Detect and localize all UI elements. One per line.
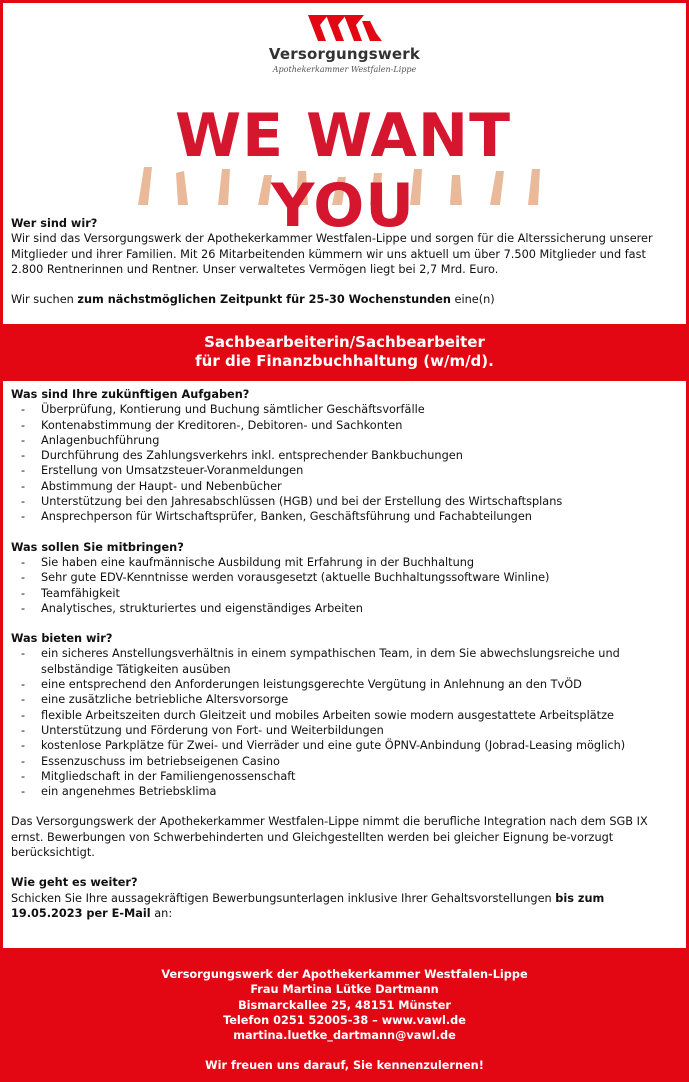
- list-item-text: Kontenabstimmung der Kreditoren-, Debitoren- und Sachkonten: [41, 418, 403, 432]
- list-item: [11, 509, 678, 524]
- list-item-text: Anlagenbuchführung: [41, 433, 160, 447]
- contact-org: Versorgungswerk der Apothekerkammer Westfalen-Lippe: [161, 968, 528, 981]
- list-item-text: kostenlose Parkplätze für Zwei- und Vierräder und eine gute ÖPNV-Anbindung (Jobrad-Leasing möglich): [41, 739, 626, 753]
- bullet-dash: -: [21, 693, 26, 707]
- next-deadline: bis zum 19.05.2023 per E-Mail: [11, 891, 605, 920]
- list-item: [11, 754, 678, 769]
- contact-person: Frau Martina Lütke Dartmann: [250, 983, 439, 997]
- closing-line: Wir freuen uns darauf, Sie kennenzulernen!: [205, 1059, 484, 1073]
- next-steps-section: [11, 875, 678, 921]
- main-content: [11, 387, 678, 921]
- list-item: [11, 586, 678, 601]
- bullet-dash: -: [21, 555, 26, 569]
- next-steps-body: [11, 891, 678, 922]
- list-item-text: flexible Arbeitszeiten durch Gleitzeit und mobiles Arbeiten sowie modern ausgestattete Arbeitsplätze: [41, 708, 614, 722]
- list-item: [11, 692, 678, 707]
- bullet-dash: -: [21, 586, 26, 600]
- job-title-line1: Sachbearbeiterin/Sachbearbeiter: [204, 333, 485, 351]
- list-item: [11, 570, 678, 585]
- list-item-text: Durchführung des Zahlungsverkehrs inkl. entsprechender Bankbuchungen: [41, 449, 463, 463]
- hero-image: [118, 95, 568, 241]
- contact-address: Bismarckallee 25, 48151 Münster: [238, 998, 451, 1012]
- list-item-text: Überprüfung, Kontierung und Buchung sämtlicher Geschäftsvorfälle: [41, 403, 425, 417]
- offer-section: [11, 631, 678, 799]
- org-name: Versorgungswerk: [268, 45, 421, 63]
- list-item: [11, 479, 678, 494]
- list-item-text: Mitgliedschaft in der Familiengenossenschaft: [41, 769, 296, 783]
- bullet-dash: -: [21, 464, 26, 478]
- list-item: [11, 601, 678, 616]
- bullet-dash: -: [21, 510, 26, 524]
- bullet-dash: -: [21, 739, 26, 753]
- bullet-dash: -: [21, 785, 26, 799]
- list-item-text: eine zusätzliche betriebliche Altersvorsorge: [41, 693, 289, 707]
- list-item-text: Essenzuschuss im betriebseigenen Casino: [41, 754, 280, 768]
- bullet-dash: -: [21, 708, 26, 722]
- list-item: [11, 555, 678, 570]
- inclusion-statement: Das Versorgungswerk der Apothekerkammer Westfalen-Lippe nimmt die berufliche Integration nach dem SGB IX ernst. Bewerbungen von Schwerbehinderten und Gleichgestellten werden bei gleicher Eignung be-vorzugt berücksichtigt.: [11, 815, 648, 860]
- list-item: [11, 769, 678, 784]
- list-item-text: Abstimmung der Haupt- und Nebenbücher: [41, 479, 282, 493]
- job-title-banner: [3, 324, 686, 381]
- list-item: [11, 784, 678, 799]
- next-steps-heading: Wie geht es weiter?: [11, 876, 138, 890]
- list-item: [11, 418, 678, 433]
- list-item: [11, 708, 678, 723]
- list-item-text: Sehr gute EDV-Kenntnisse werden vorausgesetzt (aktuelle Buchhaltungssoftware Winline): [41, 571, 550, 585]
- bullet-dash: -: [21, 449, 26, 463]
- bullet-dash: -: [21, 495, 26, 509]
- bullet-dash: -: [21, 769, 26, 783]
- list-item: [11, 646, 678, 677]
- bullet-dash: -: [21, 418, 26, 432]
- next-prefix: Schicken Sie Ihre aussagekräftigen Bewerbungsunterlagen inklusive Ihrer Gehaltsvorstellungen: [11, 891, 556, 905]
- bullet-dash: -: [21, 723, 26, 737]
- bullet-dash: -: [21, 479, 26, 493]
- bullet-dash: -: [21, 647, 26, 661]
- list-item-text: eine entsprechend den Anforderungen leistungsgerechte Vergütung in Anlehnung an den TvÖD: [41, 678, 582, 692]
- search-bold: zum nächstmöglichen Zeitpunkt für 25-30 Wochenstunden: [77, 293, 451, 307]
- vawl-logo-icon: [306, 13, 384, 43]
- bullet-dash: -: [21, 754, 26, 768]
- tasks-section: [11, 387, 678, 525]
- bullet-dash: -: [21, 678, 26, 692]
- bullet-dash: -: [21, 403, 26, 417]
- bullet-dash: -: [21, 433, 26, 447]
- requirements-heading: Was sollen Sie mitbringen?: [11, 540, 184, 554]
- list-item-text: Erstellung von Umsatzsteuer-Voranmeldungen: [41, 464, 304, 478]
- list-item: [11, 494, 678, 509]
- list-item-text: ein angenehmes Betriebsklima: [41, 785, 217, 799]
- list-item: [11, 448, 678, 463]
- bullet-dash: -: [21, 601, 26, 615]
- list-item: [11, 402, 678, 417]
- logo: [3, 13, 686, 74]
- requirements-list: [11, 555, 678, 616]
- contact-phone-web: Telefon 0251 52005-38 – www.vawl.de: [223, 1013, 466, 1027]
- list-item-text: Unterstützung bei den Jahresabschlüssen (HGB) und bei der Erstellung des Wirtschaftsplans: [41, 495, 563, 509]
- intro-body: Wir sind das Versorgungswerk der Apothekerkammer Westfalen-Lippe und sorgen für die Alterssicherung unserer Mitglieder und ihrer Familien. Mit 26 Mitarbeitenden kümmern wir uns aktuell um über 7.500 Mitglieder und fast 2.800 Rentnerinnen und Rentner. Unser verwaltetes Vermögen liegt bei 2,7 Mrd. Euro.: [11, 232, 653, 276]
- list-item-text: Unterstützung und Förderung von Fort- und Weiterbildungen: [41, 723, 384, 737]
- search-statement: [11, 292, 678, 307]
- job-title-line2: für die Finanzbuchhaltung (w/m/d).: [195, 352, 494, 370]
- next-suffix: an:: [150, 906, 173, 920]
- list-item: [11, 723, 678, 738]
- list-item-text: ein sicheres Anstellungsverhältnis in einem sympathischen Team, in dem Sie abwechslungsreiche und selbständige Tätigkeiten ausüben: [41, 647, 620, 676]
- bullet-dash: -: [21, 571, 26, 585]
- list-item-text: Sie haben eine kaufmännische Ausbildung mit Erfahrung in der Buchhaltung: [41, 555, 475, 569]
- list-item-text: Ansprechperson für Wirtschaftsprüfer, Banken, Geschäftsführung und Fachabteilungen: [41, 510, 532, 524]
- search-suffix: eine(n): [450, 293, 495, 307]
- contact-footer: [3, 948, 686, 1079]
- offer-list: [11, 646, 678, 799]
- tasks-heading: Was sind Ihre zukünftigen Aufgaben?: [11, 388, 250, 401]
- list-item: [11, 677, 678, 692]
- hero-text: WE WANT YOU: [174, 101, 512, 241]
- intro-heading: Wer sind wir?: [11, 217, 98, 230]
- requirements-section: [11, 540, 678, 616]
- list-item-text: Teamfähigkeit: [41, 586, 120, 600]
- org-subtitle: Apothekerkammer Westfalen-Lippe: [272, 65, 417, 74]
- list-item-text: Analytisches, strukturiertes und eigenständiges Arbeiten: [41, 601, 363, 615]
- list-item: [11, 738, 678, 753]
- list-item: [11, 463, 678, 478]
- offer-heading: Was bieten wir?: [11, 632, 113, 646]
- tasks-list: [11, 402, 678, 524]
- list-item: [11, 433, 678, 448]
- search-prefix: Wir suchen: [11, 293, 78, 307]
- contact-email[interactable]: martina.luetke_dartmann@vawl.de: [233, 1029, 456, 1043]
